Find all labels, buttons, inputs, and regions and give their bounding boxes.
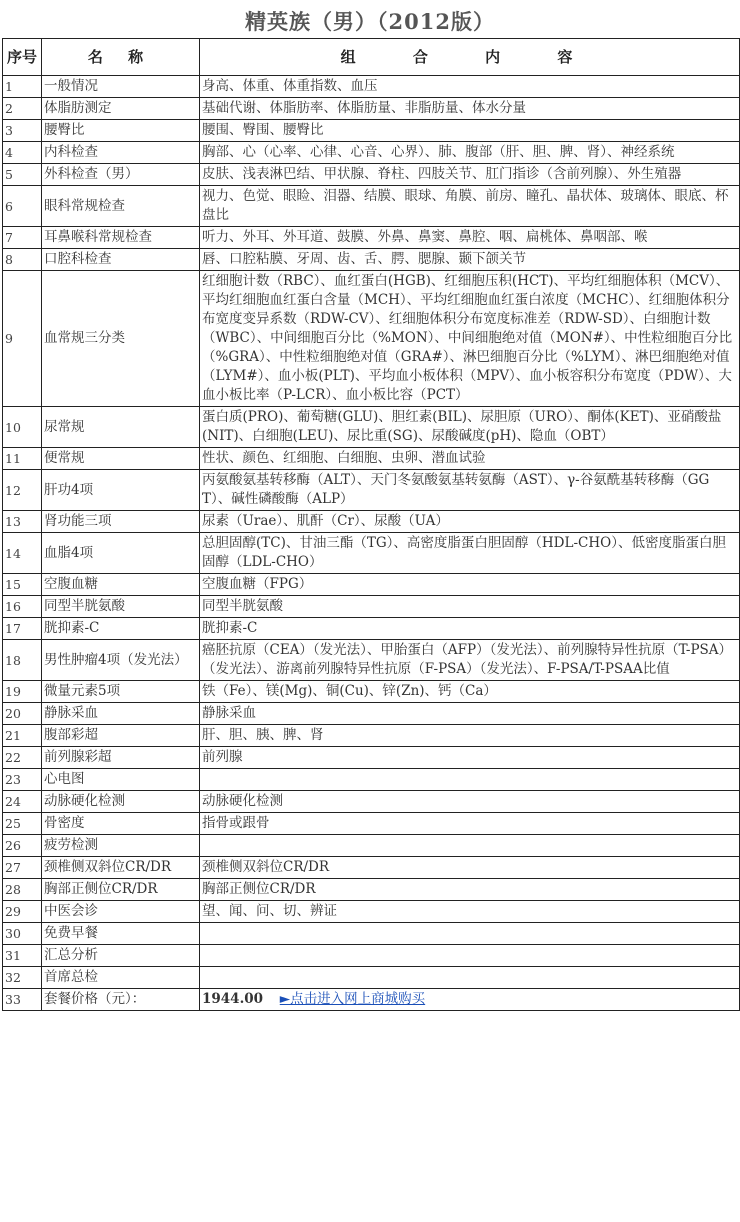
row-seq: 6 — [3, 186, 42, 227]
row-contents: 性状、颜色、红细胞、白细胞、虫卵、潜血试验 — [200, 448, 740, 470]
row-seq: 19 — [3, 681, 42, 703]
table-row — [3, 448, 740, 470]
table-row — [3, 725, 740, 747]
price-value: 1944.00 — [202, 991, 264, 1007]
row-name: 免费早餐 — [42, 923, 200, 945]
row-seq: 24 — [3, 791, 42, 813]
row-contents — [200, 835, 740, 857]
row-contents: 基础代谢、体脂肪率、体脂肪量、非脂肪量、体水分量 — [200, 98, 740, 120]
row-name: 腹部彩超 — [42, 725, 200, 747]
table-row — [3, 470, 740, 511]
row-contents: 总胆固醇(TC)、甘油三酯（TG）、高密度脂蛋白胆固醇（HDL-CHO）、低密度脂蛋白胆固醇（LDL-CHO） — [200, 533, 740, 574]
row-seq: 29 — [3, 901, 42, 923]
row-contents: 颈椎侧双斜位CR/DR — [200, 857, 740, 879]
row-seq: 25 — [3, 813, 42, 835]
row-contents: 肝、胆、胰、脾、肾 — [200, 725, 740, 747]
table-row — [3, 511, 740, 533]
row-seq: 18 — [3, 640, 42, 681]
row-seq: 31 — [3, 945, 42, 967]
row-contents: 铁（Fe）、镁(Mg)、铜(Cu)、锌(Zn)、钙（Ca） — [200, 681, 740, 703]
row-name: 静脉采血 — [42, 703, 200, 725]
row-contents: 丙氨酸氨基转移酶（ALT）、天门冬氨酸氨基转氨酶（AST）、γ-谷氨酰基转移酶（GGT）、碱性磷酸酶（ALP） — [200, 470, 740, 511]
row-name: 眼科常规检查 — [42, 186, 200, 227]
row-name: 中医会诊 — [42, 901, 200, 923]
row-name: 前列腺彩超 — [42, 747, 200, 769]
row-contents: 腰围、臀围、腰臀比 — [200, 120, 740, 142]
row-name: 汇总分析 — [42, 945, 200, 967]
row-contents — [200, 967, 740, 989]
row-seq: 7 — [3, 227, 42, 249]
row-name: 男性肿瘤4项（发光法） — [42, 640, 200, 681]
row-contents: 胸部正侧位CR/DR — [200, 879, 740, 901]
price-row — [3, 989, 740, 1011]
row-name: 便常规 — [42, 448, 200, 470]
row-name: 疲劳检测 — [42, 835, 200, 857]
row-name: 耳鼻喉科常规检查 — [42, 227, 200, 249]
row-seq: 27 — [3, 857, 42, 879]
table-row — [3, 923, 740, 945]
row-seq: 15 — [3, 574, 42, 596]
table-row — [3, 618, 740, 640]
row-contents — [200, 923, 740, 945]
row-name: 骨密度 — [42, 813, 200, 835]
row-seq: 22 — [3, 747, 42, 769]
row-name: 心电图 — [42, 769, 200, 791]
table-row — [3, 945, 740, 967]
row-seq: 1 — [3, 76, 42, 98]
row-name: 首席总检 — [42, 967, 200, 989]
row-name: 口腔科检查 — [42, 249, 200, 271]
table-header-row — [3, 39, 740, 76]
row-name: 胱抑素-C — [42, 618, 200, 640]
row-seq: 12 — [3, 470, 42, 511]
row-seq: 9 — [3, 271, 42, 407]
row-contents: 前列腺 — [200, 747, 740, 769]
row-contents: 视力、色觉、眼睑、泪器、结膜、眼球、角膜、前房、瞳孔、晶状体、玻璃体、眼底、杯盘比 — [200, 186, 740, 227]
row-seq: 8 — [3, 249, 42, 271]
row-contents: 指骨或跟骨 — [200, 813, 740, 835]
row-contents — [200, 945, 740, 967]
row-contents: 胸部、心（心率、心律、心音、心界）、肺、腹部（肝、胆、脾、肾）、神经系统 — [200, 142, 740, 164]
row-seq: 14 — [3, 533, 42, 574]
row-name: 颈椎侧双斜位CR/DR — [42, 857, 200, 879]
row-contents: 唇、口腔粘膜、牙周、齿、舌、腭、腮腺、颞下颌关节 — [200, 249, 740, 271]
row-seq: 5 — [3, 164, 42, 186]
row-seq: 20 — [3, 703, 42, 725]
row-name: 微量元素5项 — [42, 681, 200, 703]
package-title: 精英族（男）（2012版） — [245, 9, 495, 34]
row-seq: 16 — [3, 596, 42, 618]
table-row — [3, 813, 740, 835]
row-seq: 10 — [3, 407, 42, 448]
table-row — [3, 901, 740, 923]
table-row — [3, 407, 740, 448]
table-row — [3, 640, 740, 681]
row-name: 胸部正侧位CR/DR — [42, 879, 200, 901]
table-row — [3, 533, 740, 574]
table-row — [3, 596, 740, 618]
table-row — [3, 857, 740, 879]
row-name: 同型半胱氨酸 — [42, 596, 200, 618]
table-row — [3, 967, 740, 989]
row-seq: 26 — [3, 835, 42, 857]
row-name: 腰臀比 — [42, 120, 200, 142]
header-name: 名 称 — [42, 39, 200, 76]
row-contents: 望、闻、问、切、辨证 — [200, 901, 740, 923]
table-row — [3, 879, 740, 901]
row-seq: 17 — [3, 618, 42, 640]
row-contents: 静脉采血 — [200, 703, 740, 725]
table-row — [3, 574, 740, 596]
row-name: 尿常规 — [42, 407, 200, 448]
row-name: 外科检查（男） — [42, 164, 200, 186]
row-name: 血常规三分类 — [42, 271, 200, 407]
table-row — [3, 681, 740, 703]
row-seq: 32 — [3, 967, 42, 989]
price-seq: 33 — [3, 989, 42, 1011]
table-row — [3, 120, 740, 142]
row-contents: 空腹血糖（FPG） — [200, 574, 740, 596]
row-name: 肾功能三项 — [42, 511, 200, 533]
table-row — [3, 164, 740, 186]
row-name: 内科检查 — [42, 142, 200, 164]
table-row — [3, 186, 740, 227]
row-contents: 尿素（Urae）、肌酐（Cr）、尿酸（UA） — [200, 511, 740, 533]
row-name: 一般情况 — [42, 76, 200, 98]
row-contents — [200, 769, 740, 791]
price-cell — [200, 989, 740, 1011]
row-name: 空腹血糖 — [42, 574, 200, 596]
row-contents: 红细胞计数（RBC）、血红蛋白(HGB)、红细胞压积(HCT)、平均红细胞体积（MCV）、平均红细胞血红蛋白含量（MCH）、平均红细胞血红蛋白浓度（MCHC）、红细胞体积分布宽度变异系数（RDW-CV）、红细胞体积分布宽度标准差（RDW-SD）、白细胞计数（WBC）、中间细胞百分比（%MON）、中间细胞绝对值（MON#）、中性粒细胞百分比（%GRA）、中性粒细胞绝对值（GRA#）、淋巴细胞百分比（%LYM）、淋巴细胞绝对值（LYM#）、血小板(PLT)、平均血小板体积（MPV）、血小板容积分布宽度（PDW）、大血小板比率（P-LCR）、血小板比容（PCT） — [200, 271, 740, 407]
row-name: 肝功4项 — [42, 470, 200, 511]
table-row — [3, 142, 740, 164]
row-seq: 13 — [3, 511, 42, 533]
package-table — [2, 38, 740, 1011]
row-name: 动脉硬化检测 — [42, 791, 200, 813]
table-row — [3, 747, 740, 769]
row-seq: 21 — [3, 725, 42, 747]
row-seq: 28 — [3, 879, 42, 901]
row-contents: 动脉硬化检测 — [200, 791, 740, 813]
row-seq: 4 — [3, 142, 42, 164]
table-row — [3, 249, 740, 271]
header-contents: 组 合 内 容 — [200, 39, 740, 76]
row-contents: 身高、体重、体重指数、血压 — [200, 76, 740, 98]
header-seq: 序号 — [3, 39, 42, 76]
row-contents: 胱抑素-C — [200, 618, 740, 640]
table-row — [3, 227, 740, 249]
row-seq: 3 — [3, 120, 42, 142]
table-row — [3, 98, 740, 120]
table-row — [3, 76, 740, 98]
table-row — [3, 835, 740, 857]
price-label: 套餐价格（元）： — [42, 989, 200, 1011]
table-body — [3, 76, 740, 989]
row-contents: 癌胚抗原（CEA）（发光法）、甲胎蛋白（AFP）（发光法）、前列腺特异性抗原（T-PSA）（发光法）、游离前列腺特异性抗原（F-PSA）（发光法）、F-PSA/T-PSAA比值 — [200, 640, 740, 681]
table-row — [3, 271, 740, 407]
row-contents: 蛋白质(PRO)、葡萄糖(GLU)、胆红素(BIL)、尿胆原（URO）、酮体(KET)、亚硝酸盐(NIT)、白细胞(LEU)、尿比重(SG)、尿酸碱度(pH)、隐血（OBT） — [200, 407, 740, 448]
row-name: 体脂肪测定 — [42, 98, 200, 120]
row-seq: 2 — [3, 98, 42, 120]
row-contents: 皮肤、浅表淋巴结、甲状腺、脊柱、四肢关节、肛门指诊（含前列腺）、外生殖器 — [200, 164, 740, 186]
table-row — [3, 791, 740, 813]
row-contents: 听力、外耳、外耳道、鼓膜、外鼻、鼻窦、鼻腔、咽、扁桃体、鼻咽部、喉 — [200, 227, 740, 249]
row-contents: 同型半胱氨酸 — [200, 596, 740, 618]
shop-link[interactable]: ►点击进入网上商城购买 — [279, 991, 426, 1007]
row-seq: 23 — [3, 769, 42, 791]
row-name: 血脂4项 — [42, 533, 200, 574]
table-row — [3, 703, 740, 725]
table-row — [3, 769, 740, 791]
row-seq: 30 — [3, 923, 42, 945]
row-seq: 11 — [3, 448, 42, 470]
